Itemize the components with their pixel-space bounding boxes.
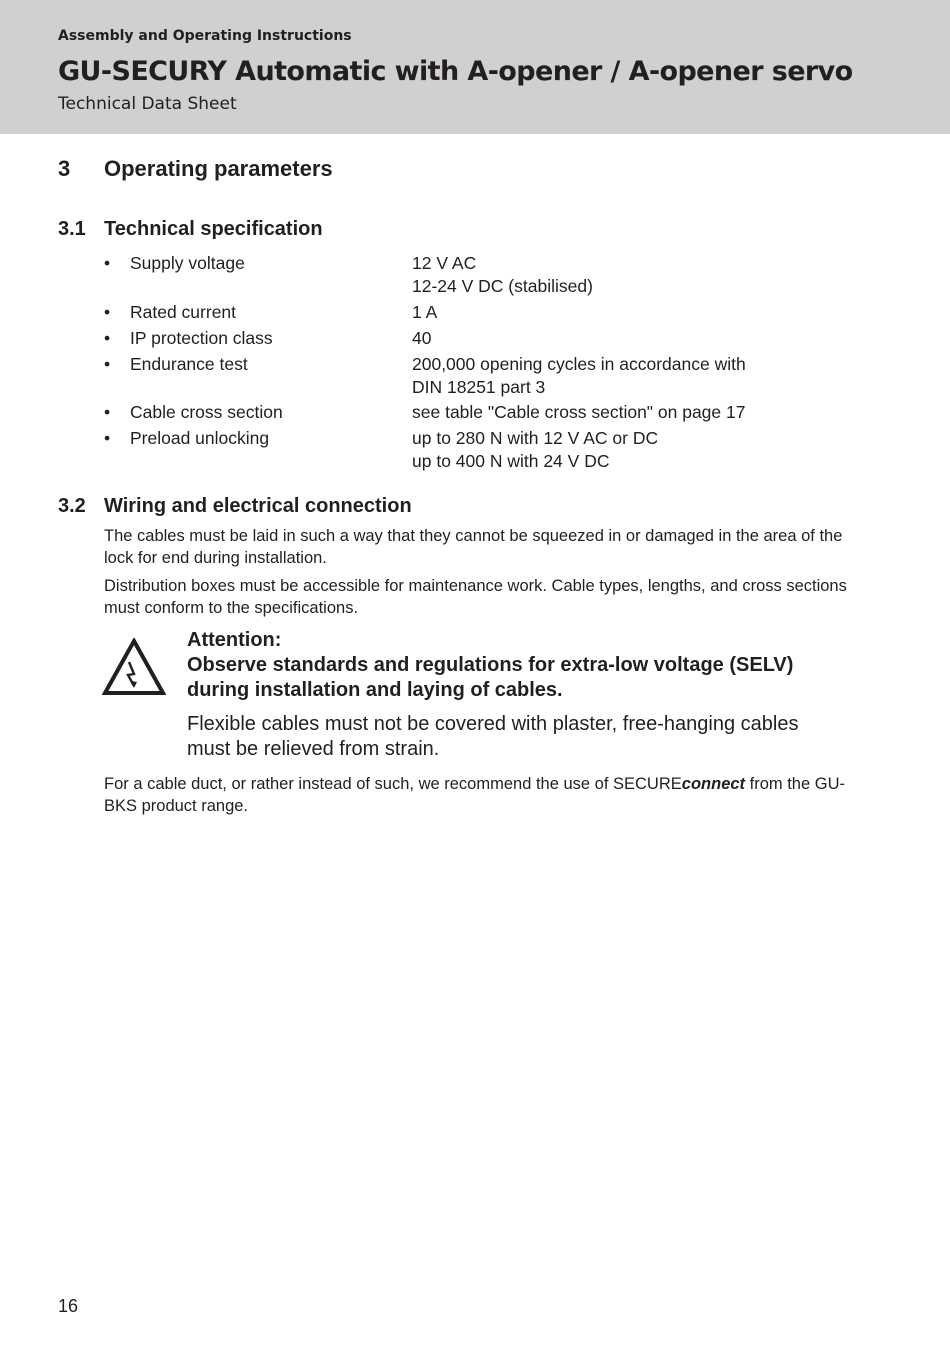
attention-warning (187, 653, 793, 703)
bullet: • (104, 328, 111, 348)
attention-title: Attention: (187, 629, 282, 651)
section-3-2-number: 3.2 (58, 495, 86, 517)
spec-value-line: see table "Cable cross section" on page 17 (412, 402, 746, 422)
bullet: • (104, 354, 111, 374)
electrical-hazard-warning-icon (102, 638, 166, 696)
section-3-number: 3 (58, 156, 71, 181)
spec-value-line: up to 280 N with 12 V AC or DC (412, 428, 659, 448)
spec-value-line: 12 V AC (412, 253, 477, 273)
spec-value-line: DIN 18251 part 3 (412, 377, 546, 397)
section-3-1-title: Technical specification (104, 218, 323, 240)
paragraph-cable-laying: The cables must be laid in such a way that they cannot be squeezed in or damaged in the area of the lock for end during installation. (104, 527, 843, 567)
page-number: 16 (58, 1296, 79, 1316)
paragraph-cable-duct (104, 773, 849, 817)
document-type: Assembly and Operating Instructions (58, 28, 352, 44)
spec-label: Preload unlocking (130, 428, 270, 448)
spec-label: Rated current (130, 302, 237, 322)
attention-warning-line: during installation and laying of cables. (187, 679, 563, 701)
section-3-2-title: Wiring and electrical connection (104, 495, 412, 517)
secureconnect-emphasis: connect (681, 775, 746, 793)
spec-value-line: 12-24 V DC (stabilised) (412, 276, 593, 296)
bullet: • (104, 302, 111, 322)
spec-value (412, 353, 746, 399)
spec-label: IP protection class (130, 328, 273, 348)
cable-duct-text-end: from the GU-BKS product range. (104, 775, 845, 815)
spec-value-line: 200,000 opening cycles in accordance with (412, 354, 746, 374)
bullet: • (104, 253, 111, 273)
bullet: • (104, 402, 111, 422)
spec-value (412, 401, 745, 424)
spec-label: Cable cross section (130, 402, 283, 422)
paragraph-distribution-boxes: Distribution boxes must be accessible for maintenance work. Cable types, lengths, and cross sections must conform to the specifications. (104, 577, 847, 617)
attention-warning-line: Observe standards and regulations for extra-low voltage (SELV) (187, 654, 794, 676)
document-subtitle: Technical Data Sheet (58, 94, 237, 114)
spec-label: Supply voltage (130, 253, 245, 273)
spec-value-line: up to 400 N with 24 V DC (412, 451, 610, 471)
spec-value-line: 40 (412, 328, 432, 348)
section-3-title: Operating parameters (104, 156, 333, 181)
spec-value (412, 252, 593, 298)
spec-value (412, 427, 658, 473)
header-band (0, 0, 950, 134)
spec-label: Endurance test (130, 354, 248, 374)
document-title: GU-SECURY Automatic with A-opener / A-opener servo (58, 56, 853, 87)
bullet: • (104, 428, 111, 448)
section-3-1-number: 3.1 (58, 218, 86, 240)
spec-value-line: 1 A (412, 302, 438, 322)
attention-text: Flexible cables must not be covered with plaster, free-hanging cables must be relieved from strain. (187, 713, 799, 760)
spec-value (412, 327, 431, 350)
spec-value (412, 301, 437, 324)
cable-duct-text: For a cable duct, or rather instead of such, we recommend the use of SECURE (104, 775, 682, 793)
